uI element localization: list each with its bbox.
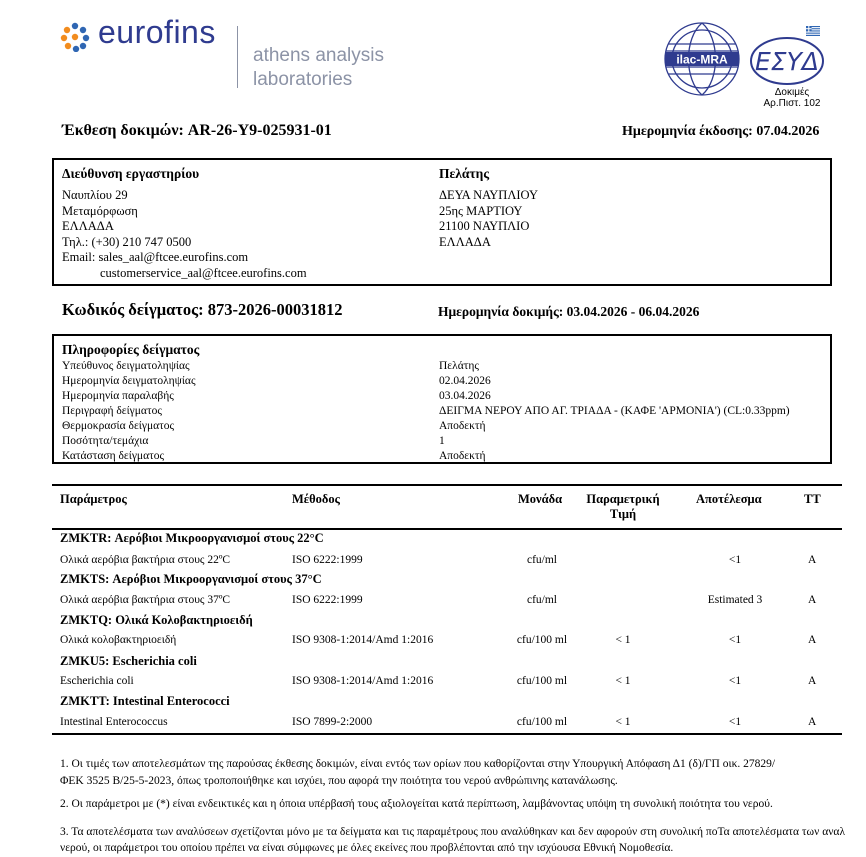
- result-group-title: ZMKTS: Αερόβιοι Μικροοργανισμοί στους 37°C: [60, 572, 322, 586]
- test-date-label: Ημερομηνία δοκιμής:: [438, 304, 564, 319]
- lab-name: [253, 44, 384, 92]
- note-3-line1: 3. Τα αποτελέσματα των αναλύσεων σχετίζονται μόνο με τα δείγματα και τις παραμέτρους που αναλύθηκαν και δεν αφορούν στη συνολική ποΤα αποτελέσματα των αναλ: [60, 826, 846, 838]
- col-parameter: Παράμετρος: [60, 492, 127, 506]
- ilac-mra-seal-icon: [662, 20, 742, 98]
- result-unit: cfu/ml: [526, 594, 558, 606]
- client-line: 21100 ΝΑΥΠΛΙΟ: [439, 219, 530, 233]
- result-unit: cfu/100 ml: [516, 634, 568, 646]
- result-value: <1: [728, 716, 742, 728]
- sample-info-value: Αποδεκτή: [439, 450, 486, 462]
- accreditation-line2: Αρ.Πιστ. 102: [763, 98, 821, 109]
- col-tt: ΤΤ: [804, 492, 821, 506]
- col-parametric-value: [582, 492, 664, 522]
- lab-address-line: Μεταμόρφωση: [62, 203, 138, 218]
- result-tt: A: [808, 675, 817, 687]
- result-parameter: Ολικά αερόβια βακτήρια στους 22ºC: [60, 554, 231, 566]
- esyd-text: ΕΣΥΔ: [755, 47, 819, 76]
- result-tt: A: [808, 554, 817, 566]
- result-tt: A: [808, 594, 817, 606]
- results-table-bottom-rule: [52, 733, 842, 735]
- sample-info-value: Αποδεκτή: [439, 420, 486, 432]
- col-parametric-value-line1: Παραμετρική: [586, 492, 660, 506]
- result-method: ISO 9308-1:2014/Amd 1:2016: [292, 675, 434, 687]
- note-2: 2. Οι παράμετροι με (*) είναι ενδεικτικές και η όποια υπέρβασή τους αξιολογείται κατά περίπτωση, λαμβάνοντας υπόψη τη συνολική ποιότητα του νερού.: [60, 798, 773, 810]
- sample-info-value: ΔΕΙΓΜΑ ΝΕΡΟΥ ΑΠΟ ΑΓ. ΤΡΙΑΔΑ - (ΚΑΦΕ 'ΑΡΜΟΝΙΑ') (CL:0.33ppm): [439, 405, 790, 417]
- col-method: Μέθοδος: [292, 492, 340, 506]
- result-tt: A: [808, 716, 817, 728]
- ilac-mra-text: ilac-MRA: [676, 52, 728, 67]
- accreditation-line1: Δοκιμές: [774, 87, 810, 98]
- result-tt: A: [808, 634, 817, 646]
- client-heading: Πελάτης: [439, 166, 490, 181]
- greek-flag-icon: [806, 26, 820, 36]
- result-unit: cfu/100 ml: [516, 716, 568, 728]
- lab-address-block: [62, 188, 307, 281]
- result-parameter: Ολικά κολοβακτηριοειδή: [60, 634, 177, 646]
- accreditation-caption: [752, 87, 832, 109]
- note-3-line2: νερού, οι παράμετροι του οποίου πρέπει να είναι σύμφωνες με όλες εκείνες που προβλέπονται από την ισχύουσα Εθνική Νομοθεσία.: [60, 842, 674, 854]
- col-parametric-value-line2: Τιμή: [609, 507, 637, 521]
- note-1-line1: 1. Οι τιμές των αποτελεσμάτων της παρούσας έκθεσης δοκιμών, είναι εντός των ορίων που καθορίζονται στην Υπουργική Απόφαση Δ1 (δ)/ΓΠ οικ. 27829/: [60, 758, 776, 770]
- lab-phone: Τηλ.: (+30) 210 747 0500: [62, 234, 192, 249]
- client-address-block: [439, 188, 538, 250]
- result-group-title: ZMKU5: Escherichia coli: [60, 654, 197, 668]
- results-table-header: [52, 484, 842, 530]
- sample-info-label: Υπεύθυνος δειγματοληψίας: [62, 360, 190, 372]
- esyd-accreditation-seal-icon: [748, 36, 826, 86]
- lab-address-heading: Διεύθυνση εργαστηρίου: [62, 166, 200, 181]
- result-value: <1: [728, 675, 742, 687]
- sample-info-value: 02.04.2026: [439, 375, 491, 387]
- result-group-title: ZMKTR: Αερόβιοι Μικροοργανισμοί στους 22°C: [60, 531, 324, 545]
- eurofins-logo-icon: [60, 22, 90, 52]
- address-box: [52, 158, 832, 286]
- lab-email-customerservice: customerservice_aal@ftcee.eurofins.com: [100, 265, 307, 280]
- note-1-line2: ΦΕΚ 3525 Β/25-5-2023, όπως τροποποιήθηκε και ισχύει, που αφορά την ποιότητα του νερού ανθρώπινης κατανάλωσης.: [60, 775, 618, 787]
- test-date: [438, 304, 699, 320]
- lab-address-line: Ναυπλίου 29: [62, 188, 128, 202]
- test-date-value: 03.04.2026 - 06.04.2026: [566, 304, 700, 319]
- logo-divider: [237, 26, 238, 88]
- result-group-title: ZMKTQ: Ολικά Κολοβακτηριοειδή: [60, 613, 253, 627]
- result-parameter: Ολικά αερόβια βακτήρια στους 37ºC: [60, 594, 231, 606]
- result-parametric-value: < 1: [615, 675, 631, 687]
- lab-name-line2: laboratories: [253, 69, 353, 90]
- sample-info-label: Περιγραφή δείγματος: [62, 405, 162, 417]
- client-line: ΕΛΛΑΔΑ: [439, 234, 491, 249]
- sample-code: Κωδικός δείγματος: 873-2026-00031812: [62, 300, 343, 319]
- sample-info-label: Ποσότητα/τεμάχια: [62, 435, 149, 447]
- result-method: ISO 6222:1999: [292, 594, 363, 606]
- result-value: <1: [728, 554, 742, 566]
- lab-email-sales: Email: sales_aal@ftcee.eurofins.com: [62, 250, 249, 264]
- result-group-title: ZMKTT: Intestinal Enterococci: [60, 694, 230, 708]
- client-line: 25ης ΜΑΡΤΙΟΥ: [439, 203, 523, 218]
- sample-info-value: Πελάτης: [439, 360, 479, 372]
- result-value: Estimated 3: [707, 594, 763, 606]
- lab-name-line1: athens analysis: [253, 45, 384, 66]
- sample-info-label: Ημερομηνία παραλαβής: [62, 390, 174, 402]
- col-unit: Μονάδα: [518, 492, 563, 506]
- result-method: ISO 6222:1999: [292, 554, 363, 566]
- result-method: ISO 7899-2:2000: [292, 716, 373, 728]
- sample-info-label: Κατάσταση δείγματος: [62, 450, 165, 462]
- client-line: ΔΕΥΑ ΝΑΥΠΛΙΟΥ: [439, 188, 538, 202]
- result-parametric-value: < 1: [615, 716, 631, 728]
- report-title: Έκθεση δοκιμών: AR-26-Y9-025931-01: [62, 122, 332, 139]
- sample-info-label: Ημερομηνία δειγματοληψίας: [62, 375, 196, 387]
- sample-info-heading: Πληροφορίες δείγματος: [62, 342, 200, 357]
- result-unit: cfu/ml: [526, 554, 558, 566]
- sample-info-value: 1: [439, 435, 445, 447]
- sample-info-value: 03.04.2026: [439, 390, 491, 402]
- result-method: ISO 9308-1:2014/Amd 1:2016: [292, 634, 434, 646]
- result-parameter: Escherichia coli: [60, 675, 134, 687]
- lab-address-line: ΕΛΛΑΔΑ: [62, 219, 114, 233]
- result-value: <1: [728, 634, 742, 646]
- result-parameter: Intestinal Enterococcus: [60, 716, 168, 728]
- result-unit: cfu/100 ml: [516, 675, 568, 687]
- sample-info-box: [52, 334, 832, 464]
- eurofins-wordmark: eurofins: [98, 14, 216, 50]
- result-parametric-value: < 1: [615, 634, 631, 646]
- issue-date: Ημερομηνία έκδοσης: 07.04.2026: [622, 124, 820, 139]
- col-result: Αποτέλεσμα: [696, 492, 762, 506]
- sample-info-label: Θερμοκρασία δείγματος: [62, 420, 175, 432]
